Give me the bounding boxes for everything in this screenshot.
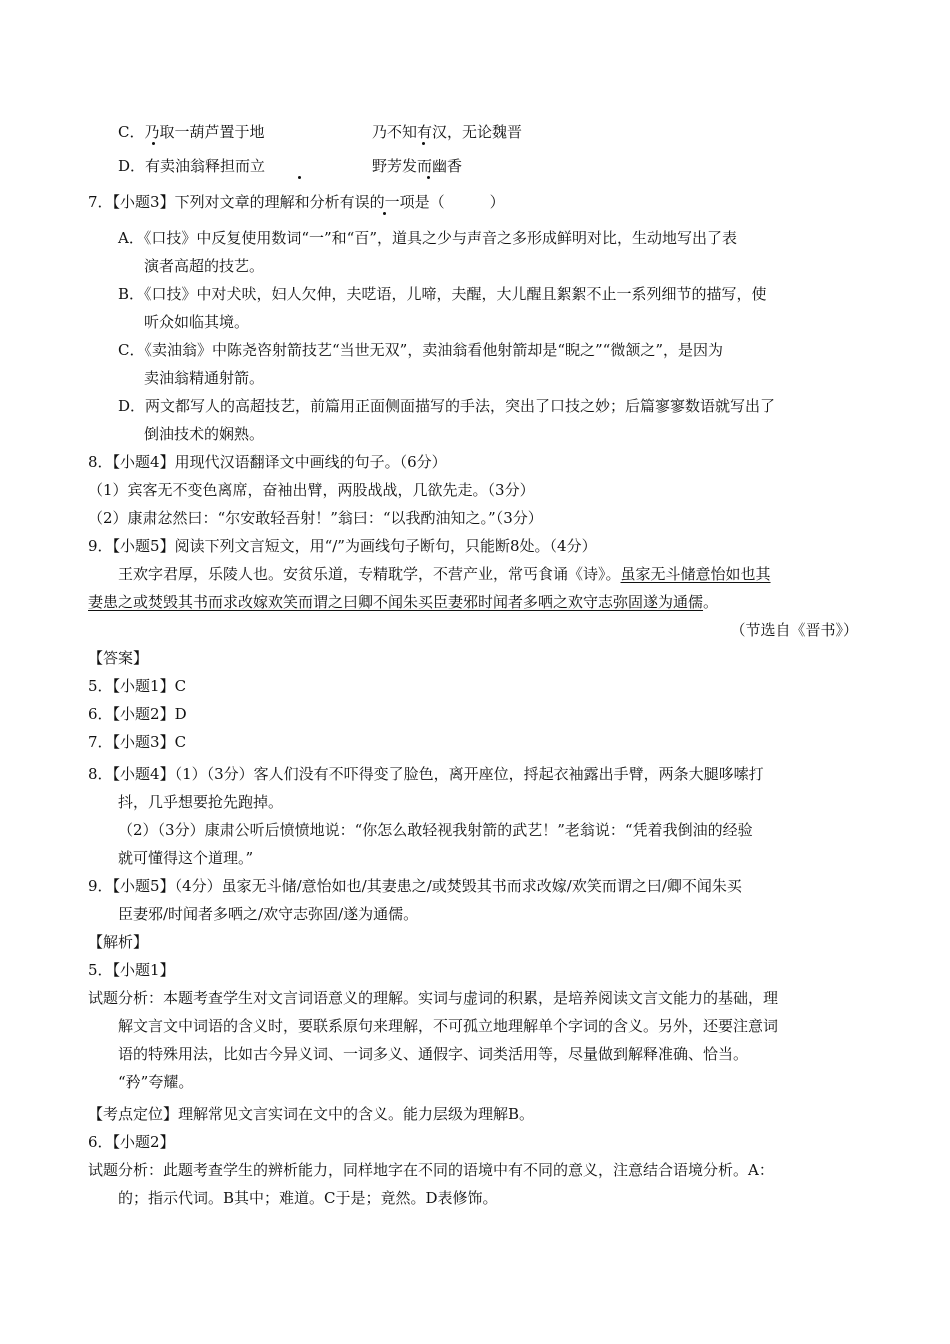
q7-option-d-line2: 倒油技术的娴熟。 (144, 425, 265, 443)
q9-passage-underlined-end: 妻患之或焚毁其书而求改嫁欢笑而谓之曰卿不闻朱买臣妻邪时闻者多哂之欢守志弥固遂为通儒 (88, 593, 704, 611)
q9-source: （节选自《晋书》） (730, 621, 858, 639)
answer-8-line1: 8．【小题4】（1）（3分）客人们没有不吓得变了脸色，离开座位，捋起衣袖露出手臂，两条大腿哆嗦打 (88, 765, 764, 783)
answer-8-line3: （2）（3分）康肃公听后愤愤地说：“你怎么敢轻视我射箭的武艺！”老翁说：“凭着我倒油的经验 (118, 821, 753, 839)
answer-9-line1: 9．【小题5】（4分）虽家无斗储/意怡如也/其妻患之/或焚毁其书而求改嫁/欢笑而谓之曰/卿不闻朱买 (88, 877, 742, 895)
answer-6: 6．【小题2】D (88, 705, 187, 723)
q6-option-d-left: D．有卖油翁释担而立 (118, 157, 266, 175)
q9-passage-line1 (118, 564, 771, 584)
analysis-q5-line1: 试题分析：本题考查学生对文言词语意义的理解。实词与虚词的积累，是培养阅读文言文能力的基础，理 (88, 989, 779, 1007)
q8-sentence-2: （2）康肃忿然曰：“尔安敢轻吾射！”翁曰：“以我酌油知之。”（3分） (88, 509, 543, 527)
analysis-q6-line2: 的；指示代词。B其中；难道。C于是；竟然。D表修饰。 (118, 1189, 498, 1207)
q7-option-b-line2: 听众如临其境。 (144, 313, 250, 331)
q7-stem: 7．【小题3】下列对文章的理解和分析有误的一项是（ ） (88, 193, 505, 211)
analysis-q5-line3: 语的特殊用法，比如古今异义词、一词多义、通假字、词类活用等，尽量做到解释准确、恰当。 (118, 1045, 749, 1063)
q7-option-b-line1: B．《口技》中对犬吠，妇人欠伸，夫呓语，儿啼，夫醒，大儿醒且絮絮不止一系列细节的描写，使 (118, 285, 767, 303)
answer-9-line2: 臣妻邪/时闻者多哂之/欢守志弥固/遂为通儒。 (118, 905, 419, 923)
q8-sentence-1: （1）宾客无不变色离席，奋袖出臂，两股战战，几欲先走。（3分） (88, 481, 535, 499)
analysis-q6-line1: 试题分析：此题考查学生的辨析能力，同样地字在不同的语境中有不同的意义，注意结合语境分析。A： (88, 1161, 774, 1179)
q9-passage-period: 。 (703, 593, 719, 611)
analysis-heading: 【解析】 (88, 933, 149, 951)
answer-5: 5．【小题1】C (88, 677, 187, 695)
q9-stem: 9．【小题5】阅读下列文言短文，用“/”为画线句子断句，只能断8处。（4分） (88, 537, 597, 555)
analysis-q5-key-point: 【考点定位】理解常见文言实词在文中的含义。能力层级为理解B。 (88, 1105, 535, 1123)
q7-option-d-line1: D．两文都写人的高超技艺，前篇用正面侧面描写的手法，突出了口技之妙；后篇寥寥数语就写出了 (118, 397, 776, 415)
answer-7: 7．【小题3】C (88, 733, 187, 751)
analysis-q5-line4: “矜”夸耀。 (118, 1073, 194, 1091)
q9-passage-underlined-start: 虽家无斗储意怡如也其 (620, 565, 771, 583)
answer-8-line4: 就可懂得这个道理。” (118, 849, 254, 867)
q7-option-c-line1: C．《卖油翁》中陈尧咨射箭技艺“当世无双”，卖油翁看他射箭却是“睨之”“微颔之”，是因为 (118, 341, 723, 359)
q6-option-c-right: 乃不知有汉，无论魏晋 (372, 123, 523, 141)
analysis-q5-line2: 解文言文中词语的含义时，要联系原句来理解，不可孤立地理解单个字词的含义。另外，还要注意词 (118, 1017, 779, 1035)
q7-option-a-line1: A．《口技》中反复使用数词“一”和“百”，道具之少与声音之多形成鲜明对比，生动地写出了表 (118, 229, 738, 247)
answers-heading: 【答案】 (88, 649, 149, 667)
q7-option-a-line2: 演者高超的技艺。 (144, 257, 265, 275)
q6-option-c-left: C．乃取一葫芦置于地 (118, 123, 265, 141)
analysis-q5-heading: 5．【小题1】 (88, 961, 175, 979)
analysis-q6-heading: 6．【小题2】 (88, 1133, 175, 1151)
q9-passage-plain: 王欢字君厚，乐陵人也。安贫乐道，专精耽学，不营产业，常丐食诵《诗》。 (118, 565, 621, 583)
q6-option-d-right: 野芳发而幽香 (372, 157, 463, 175)
q7-option-c-line2: 卖油翁精通射箭。 (144, 369, 265, 387)
q8-stem: 8．【小题4】用现代汉语翻译文中画线的句子。（6分） (88, 453, 447, 471)
q9-passage-line2 (88, 592, 718, 612)
answer-8-line2: 抖，几乎想要抢先跑掉。 (118, 793, 284, 811)
